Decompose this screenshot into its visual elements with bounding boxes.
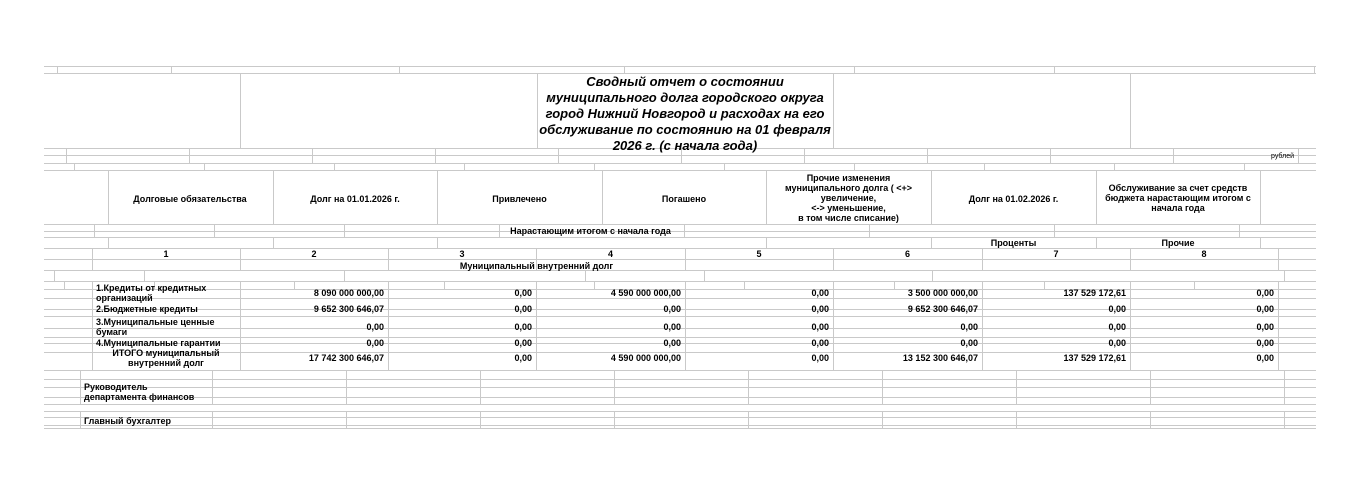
grid-line — [1298, 148, 1299, 163]
grid-line — [594, 163, 595, 170]
grid-line — [399, 66, 400, 73]
grid-line — [624, 66, 625, 73]
column-number: 1 — [163, 249, 169, 259]
header-servicing: Обслуживание за счет средств бюджета нарастающим итогом с начала года — [1105, 183, 1251, 213]
header-repaid: Погашено — [661, 194, 707, 204]
row-value: 0,00 — [811, 288, 829, 298]
title-line: муниципального долга городского округа — [546, 90, 824, 105]
grid-line — [869, 224, 870, 237]
report-sheet — [44, 66, 1316, 428]
grid-line — [44, 224, 1316, 225]
grid-line — [44, 417, 1316, 418]
grid-line — [44, 155, 1316, 156]
grid-line — [984, 163, 985, 170]
grid-line — [80, 411, 81, 428]
grid-line — [1130, 73, 1131, 148]
row-label: 1.Кредиты от кредитных организаций — [96, 283, 207, 303]
row-value: 137 529 172,61 — [1063, 288, 1126, 298]
row-value: 0,00 — [514, 304, 532, 314]
grid-line — [724, 163, 725, 170]
header-debt-end: Долг на 01.02.2026 г. — [968, 194, 1059, 204]
header-debt-obligations: Долговые обязательства — [133, 194, 247, 204]
grid-line — [144, 270, 145, 281]
grid-line — [854, 163, 855, 170]
row-value: 0,00 — [811, 304, 829, 314]
grid-line — [204, 163, 205, 170]
grid-line — [1150, 411, 1151, 428]
title-line: Сводный отчет о состоянии — [586, 74, 784, 89]
row-value: 3 500 000 000,00 — [907, 288, 978, 298]
title-line: 2026 г. (с начала года) — [612, 138, 758, 153]
row-value: 4 590 000 000,00 — [610, 288, 681, 298]
grid-line — [1050, 148, 1051, 163]
grid-line — [1239, 224, 1240, 237]
row-value: 0,00 — [1256, 338, 1274, 348]
grid-line — [882, 370, 883, 404]
column-number: 5 — [756, 249, 762, 259]
column-number: 7 — [1053, 249, 1059, 259]
signature-accountant: Главный бухгалтер — [84, 416, 172, 426]
grid-line — [108, 237, 109, 248]
column-number: 4 — [607, 249, 613, 259]
row-value: 0,00 — [811, 338, 829, 348]
grid-line — [212, 411, 213, 428]
grid-line — [614, 370, 615, 404]
column-number: 8 — [1201, 249, 1207, 259]
grid-line — [44, 397, 1316, 398]
row-value: 0,00 — [960, 338, 978, 348]
row-value: 0,00 — [1108, 322, 1126, 332]
grid-line — [882, 411, 883, 428]
grid-line — [44, 404, 1316, 405]
row-value: 0,00 — [960, 322, 978, 332]
header-other: Прочие — [1161, 238, 1195, 248]
grid-line — [1244, 163, 1245, 170]
grid-line — [171, 66, 172, 73]
grid-line — [44, 163, 1316, 164]
row-value: 0,00 — [1256, 353, 1274, 363]
grid-line — [74, 163, 75, 170]
report-title — [537, 74, 833, 154]
grid-line — [585, 270, 586, 281]
grid-line — [480, 370, 481, 404]
row-value: 0,00 — [1108, 304, 1126, 314]
grid-line — [214, 224, 215, 237]
row-value: 9 652 300 646,07 — [907, 304, 978, 314]
row-value: 0,00 — [514, 322, 532, 332]
column-number: 2 — [311, 249, 317, 259]
row-label: 4.Муниципальные гарантии — [96, 338, 221, 348]
grid-line — [44, 425, 1316, 426]
header-cumulative: Нарастающим итогом с начала года — [510, 226, 671, 236]
grid-line — [44, 370, 1316, 371]
row-value: 8 090 000 000,00 — [313, 288, 384, 298]
grid-line — [212, 370, 213, 404]
row-label: 2.Бюджетные кредиты — [96, 304, 198, 314]
row-value: 0,00 — [663, 304, 681, 314]
grid-line — [44, 281, 1316, 282]
header-other-changes: Прочие изменения муниципального долга ( <+> увеличение, <-> уменьшение, в том числе списание) — [784, 173, 913, 223]
header-debt-start: Долг на 01.01.2026 г. — [310, 194, 400, 204]
column-number: 6 — [904, 249, 910, 259]
grid-line — [480, 411, 481, 428]
grid-line — [1016, 411, 1017, 428]
grid-line — [1054, 224, 1055, 237]
grid-line — [1114, 163, 1115, 170]
grid-line — [1314, 66, 1315, 73]
section-title: Муниципальный внутренний долг — [459, 261, 614, 271]
row-value: 0,00 — [366, 338, 384, 348]
grid-line — [1260, 237, 1261, 248]
grid-line — [1284, 411, 1285, 428]
row-value: 17 742 300 646,07 — [308, 353, 384, 363]
grid-line — [614, 411, 615, 428]
grid-line — [64, 281, 65, 289]
grid-line — [854, 66, 855, 73]
row-value: 137 529 172,61 — [1063, 353, 1126, 363]
grid-line — [1173, 148, 1174, 163]
row-value: 0,00 — [663, 322, 681, 332]
title-line: обслуживание по состоянию на 01 февраля — [539, 122, 831, 137]
grid-line — [346, 370, 347, 404]
column-number: 3 — [459, 249, 465, 259]
grid-line — [748, 370, 749, 404]
grid-line — [44, 298, 1316, 299]
row-value: 0,00 — [514, 288, 532, 298]
header-percent: Проценты — [990, 238, 1037, 248]
row-value: 0,00 — [1256, 322, 1274, 332]
grid-line — [1150, 370, 1151, 404]
grid-line — [748, 411, 749, 428]
grid-line — [1016, 370, 1017, 404]
grid-line — [240, 73, 241, 148]
row-value: 0,00 — [514, 353, 532, 363]
grid-line — [927, 148, 928, 163]
title-line: город Нижний Новгород и расходах на его — [545, 106, 825, 121]
grid-line — [1284, 270, 1285, 281]
grid-line — [80, 370, 81, 404]
grid-line — [44, 170, 1316, 171]
grid-line — [833, 73, 834, 148]
grid-line — [437, 237, 438, 248]
grid-line — [344, 270, 345, 281]
row-value: 0,00 — [663, 338, 681, 348]
row-value: 4 590 000 000,00 — [610, 353, 681, 363]
row-value: 0,00 — [1108, 338, 1126, 348]
grid-line — [44, 66, 1316, 67]
grid-line — [1054, 66, 1055, 73]
grid-line — [1278, 281, 1279, 370]
grid-line — [44, 316, 1316, 317]
grid-line — [44, 387, 1316, 388]
row-value: 0,00 — [1256, 288, 1274, 298]
grid-line — [932, 270, 933, 281]
grid-line — [189, 148, 190, 163]
row-value: 13 152 300 646,07 — [902, 353, 978, 363]
grid-line — [57, 66, 58, 73]
grid-line — [1284, 370, 1285, 404]
row-value: 0,00 — [514, 338, 532, 348]
grid-line — [766, 237, 767, 248]
grid-line — [94, 224, 95, 237]
row-label: 3.Муниципальные ценные бумаги — [96, 317, 215, 337]
grid-line — [334, 163, 335, 170]
signature-head: Руководитель департамента финансов — [84, 382, 195, 402]
grid-line — [44, 428, 1316, 429]
grid-line — [435, 148, 436, 163]
grid-line — [44, 259, 1316, 260]
grid-line — [273, 237, 274, 248]
grid-line — [54, 270, 55, 281]
grid-line — [464, 163, 465, 170]
row-value: 0,00 — [811, 353, 829, 363]
grid-line — [704, 270, 705, 281]
header-raised: Привлечено — [492, 194, 547, 204]
grid-line — [44, 379, 1316, 380]
units-label: рублей — [1271, 153, 1294, 160]
grid-line — [44, 411, 1316, 412]
grid-line — [312, 148, 313, 163]
row-value: 0,00 — [1256, 304, 1274, 314]
grid-line — [344, 224, 345, 237]
row-value: 0,00 — [811, 322, 829, 332]
grid-line — [346, 411, 347, 428]
grid-line — [1278, 248, 1279, 270]
row-value: 0,00 — [366, 322, 384, 332]
grid-line — [1260, 170, 1261, 224]
row-label: ИТОГО муниципальный внутренний долг — [112, 348, 220, 368]
row-value: 9 652 300 646,07 — [313, 304, 384, 314]
grid-line — [66, 148, 67, 163]
